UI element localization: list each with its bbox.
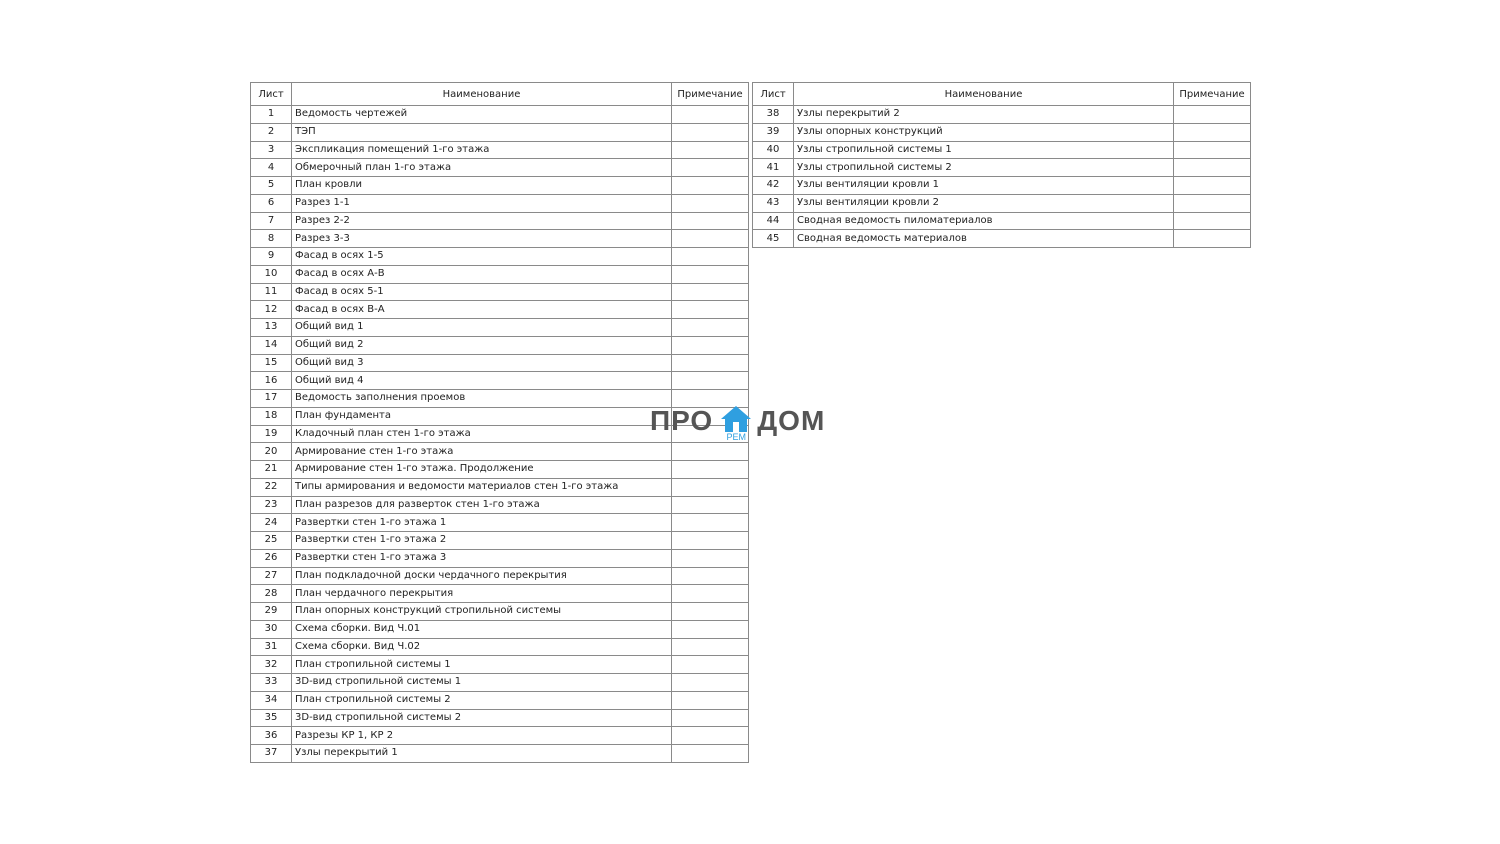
- sheet-name-cell: Разрез 3-3: [292, 230, 672, 248]
- sheet-number-cell: 39: [753, 123, 794, 141]
- sheet-note-cell: [672, 674, 749, 692]
- table-row: [753, 123, 1251, 141]
- table-row: [753, 212, 1251, 230]
- sheet-name-cell: Ведомость чертежей: [292, 106, 672, 124]
- header-sheet: Лист: [251, 83, 292, 106]
- sheet-note-cell: [672, 301, 749, 319]
- sheet-number-cell: 2: [251, 123, 292, 141]
- header-sheet: Лист: [753, 83, 794, 106]
- table-row: [251, 532, 749, 550]
- sheet-name-cell: Развертки стен 1-го этажа 3: [292, 549, 672, 567]
- sheet-number-cell: 30: [251, 620, 292, 638]
- sheet-number-cell: 33: [251, 674, 292, 692]
- sheet-name-cell: Разрезы КР 1, КР 2: [292, 727, 672, 745]
- sheet-note-cell: [672, 230, 749, 248]
- sheet-number-cell: 24: [251, 514, 292, 532]
- table-row: [251, 549, 749, 567]
- table-row: [251, 709, 749, 727]
- sheet-number-cell: 15: [251, 354, 292, 372]
- sheet-number-cell: 5: [251, 177, 292, 195]
- sheet-name-cell: План подкладочной доски чердачного перекрытия: [292, 567, 672, 585]
- sheet-name-cell: Узлы перекрытий 1: [292, 745, 672, 763]
- sheet-number-cell: 20: [251, 443, 292, 461]
- sheet-name-cell: План стропильной системы 1: [292, 656, 672, 674]
- sheet-number-cell: 38: [753, 106, 794, 124]
- sheet-name-cell: Обмерочный план 1-го этажа: [292, 159, 672, 177]
- sheet-note-cell: [672, 745, 749, 763]
- sheet-number-cell: 18: [251, 407, 292, 425]
- sheet-name-cell: Общий вид 1: [292, 319, 672, 337]
- sheet-note-cell: [672, 177, 749, 195]
- sheet-note-cell: [672, 212, 749, 230]
- sheet-name-cell: План опорных конструкций стропильной системы: [292, 603, 672, 621]
- sheet-name-cell: 3D-вид стропильной системы 1: [292, 674, 672, 692]
- sheet-name-cell: Сводная ведомость материалов: [794, 230, 1174, 248]
- sheet-name-cell: План чердачного перекрытия: [292, 585, 672, 603]
- sheet-name-cell: ТЭП: [292, 123, 672, 141]
- sheet-note-cell: [1174, 194, 1251, 212]
- sheet-note-cell: [1174, 141, 1251, 159]
- sheet-note-cell: [672, 620, 749, 638]
- sheet-note-cell: [672, 248, 749, 266]
- table-row: [251, 567, 749, 585]
- sheet-note-cell: [1174, 159, 1251, 177]
- sheet-note-cell: [672, 372, 749, 390]
- sheet-note-cell: [672, 709, 749, 727]
- table-row: [251, 656, 749, 674]
- table-row: [251, 461, 749, 479]
- sheet-note-cell: [672, 496, 749, 514]
- sheet-name-cell: Типы армирования и ведомости материалов стен 1-го этажа: [292, 478, 672, 496]
- sheet-number-cell: 19: [251, 425, 292, 443]
- table-row: [251, 265, 749, 283]
- sheet-note-cell: [672, 461, 749, 479]
- sheet-number-cell: 34: [251, 691, 292, 709]
- table-row: [251, 230, 749, 248]
- table-row: [753, 159, 1251, 177]
- sheet-number-cell: 27: [251, 567, 292, 585]
- table-row: [251, 336, 749, 354]
- table-row: [753, 194, 1251, 212]
- sheet-name-cell: Общий вид 2: [292, 336, 672, 354]
- sheet-name-cell: Фасад в осях 1-5: [292, 248, 672, 266]
- sheet-number-cell: 4: [251, 159, 292, 177]
- sheet-note-cell: [672, 159, 749, 177]
- sheet-note-cell: [1174, 123, 1251, 141]
- sheet-note-cell: [672, 585, 749, 603]
- sheet-name-cell: Узлы вентиляции кровли 2: [794, 194, 1174, 212]
- sheet-number-cell: 42: [753, 177, 794, 195]
- table-row: [251, 177, 749, 195]
- sheet-number-cell: 1: [251, 106, 292, 124]
- header-name: Наименование: [292, 83, 672, 106]
- table-row: [251, 354, 749, 372]
- sheet-name-cell: План разрезов для разверток стен 1-го этажа: [292, 496, 672, 514]
- sheet-name-cell: Узлы стропильной системы 1: [794, 141, 1174, 159]
- table-row: [753, 106, 1251, 124]
- sheet-name-cell: Схема сборки. Вид Ч.02: [292, 638, 672, 656]
- table-row: [251, 141, 749, 159]
- sheet-name-cell: План фундамента: [292, 407, 672, 425]
- sheet-name-cell: Фасад в осях 5-1: [292, 283, 672, 301]
- sheet-note-cell: [672, 106, 749, 124]
- sheet-note-cell: [672, 141, 749, 159]
- table-body-right: [753, 106, 1251, 248]
- table-row: [251, 123, 749, 141]
- sheet-number-cell: 8: [251, 230, 292, 248]
- sheet-note-cell: [672, 478, 749, 496]
- sheet-name-cell: Общий вид 4: [292, 372, 672, 390]
- table-row: [753, 177, 1251, 195]
- sheet-note-cell: [672, 514, 749, 532]
- table-row: [251, 727, 749, 745]
- sheet-name-cell: Общий вид 3: [292, 354, 672, 372]
- header-name: Наименование: [794, 83, 1174, 106]
- sheet-number-cell: 26: [251, 549, 292, 567]
- sheet-number-cell: 6: [251, 194, 292, 212]
- sheet-name-cell: Армирование стен 1-го этажа: [292, 443, 672, 461]
- sheet-note-cell: [672, 691, 749, 709]
- sheet-note-cell: [1174, 106, 1251, 124]
- logo-subtext: РЕМ: [726, 432, 746, 442]
- sheet-number-cell: 3: [251, 141, 292, 159]
- sheet-name-cell: Разрез 1-1: [292, 194, 672, 212]
- sheet-number-cell: 21: [251, 461, 292, 479]
- table-row: [251, 283, 749, 301]
- sheet-number-cell: 23: [251, 496, 292, 514]
- table-row: [753, 141, 1251, 159]
- sheet-name-cell: Узлы опорных конструкций: [794, 123, 1174, 141]
- sheet-name-cell: Схема сборки. Вид Ч.01: [292, 620, 672, 638]
- table-header-row: [251, 83, 749, 106]
- sheet-number-cell: 9: [251, 248, 292, 266]
- table-row: [251, 691, 749, 709]
- table-row: [251, 745, 749, 763]
- table-row: [251, 478, 749, 496]
- table-row: [251, 620, 749, 638]
- sheet-number-cell: 44: [753, 212, 794, 230]
- table-row: [251, 159, 749, 177]
- table-row: [251, 496, 749, 514]
- table-row: [251, 638, 749, 656]
- table-row: [251, 372, 749, 390]
- sheet-note-cell: [672, 336, 749, 354]
- table-row: [251, 106, 749, 124]
- table-row: [251, 514, 749, 532]
- sheet-name-cell: Сводная ведомость пиломатериалов: [794, 212, 1174, 230]
- sheet-note-cell: [1174, 177, 1251, 195]
- sheet-note-cell: [672, 656, 749, 674]
- sheet-name-cell: Кладочный план стен 1-го этажа: [292, 425, 672, 443]
- table-header-row: [753, 83, 1251, 106]
- sheet-number-cell: 10: [251, 265, 292, 283]
- sheet-number-cell: 45: [753, 230, 794, 248]
- sheet-note-cell: [672, 727, 749, 745]
- table-row: [251, 319, 749, 337]
- sheet-name-cell: План стропильной системы 2: [292, 691, 672, 709]
- header-note: Примечание: [672, 83, 749, 106]
- table-row: [251, 674, 749, 692]
- table-row: [251, 194, 749, 212]
- sheet-number-cell: 11: [251, 283, 292, 301]
- sheet-number-cell: 28: [251, 585, 292, 603]
- sheet-name-cell: Фасад в осях В-А: [292, 301, 672, 319]
- sheet-number-cell: 12: [251, 301, 292, 319]
- table-row: [251, 212, 749, 230]
- sheet-number-cell: 14: [251, 336, 292, 354]
- sheet-note-cell: [1174, 212, 1251, 230]
- sheet-number-cell: 31: [251, 638, 292, 656]
- sheet-name-cell: Узлы вентиляции кровли 1: [794, 177, 1174, 195]
- sheet-note-cell: [1174, 230, 1251, 248]
- sheet-name-cell: Армирование стен 1-го этажа. Продолжение: [292, 461, 672, 479]
- sheet-note-cell: [672, 567, 749, 585]
- sheet-name-cell: Разрез 2-2: [292, 212, 672, 230]
- sheet-name-cell: Фасад в осях А-В: [292, 265, 672, 283]
- sheet-number-cell: 40: [753, 141, 794, 159]
- sheet-name-cell: Узлы перекрытий 2: [794, 106, 1174, 124]
- logo-text-right: ДОМ: [757, 405, 826, 436]
- sheet-number-cell: 36: [251, 727, 292, 745]
- sheet-note-cell: [672, 532, 749, 550]
- sheet-name-cell: Ведомость заполнения проемов: [292, 390, 672, 408]
- sheet-number-cell: 13: [251, 319, 292, 337]
- table-row: [251, 301, 749, 319]
- sheet-note-cell: [672, 123, 749, 141]
- sheet-note-cell: [672, 283, 749, 301]
- sheet-number-cell: 29: [251, 603, 292, 621]
- sheet-note-cell: [672, 603, 749, 621]
- sheet-note-cell: [672, 319, 749, 337]
- sheet-note-cell: [672, 354, 749, 372]
- sheet-note-cell: [672, 549, 749, 567]
- drawings-table-right: [752, 82, 1251, 248]
- house-icon: [719, 404, 753, 446]
- logo-text-left: ПРО: [650, 405, 714, 436]
- sheet-number-cell: 17: [251, 390, 292, 408]
- sheet-number-cell: 35: [251, 709, 292, 727]
- sheet-number-cell: 37: [251, 745, 292, 763]
- header-note: Примечание: [1174, 83, 1251, 106]
- table-row: [251, 603, 749, 621]
- sheet-number-cell: 43: [753, 194, 794, 212]
- sheet-name-cell: План кровли: [292, 177, 672, 195]
- sheet-note-cell: [672, 638, 749, 656]
- sheet-number-cell: 25: [251, 532, 292, 550]
- sheet-name-cell: Развертки стен 1-го этажа 2: [292, 532, 672, 550]
- watermark-logo: [650, 404, 850, 446]
- sheet-name-cell: Развертки стен 1-го этажа 1: [292, 514, 672, 532]
- sheet-note-cell: [672, 265, 749, 283]
- sheet-number-cell: 41: [753, 159, 794, 177]
- sheet-number-cell: 7: [251, 212, 292, 230]
- sheet-name-cell: 3D-вид стропильной системы 2: [292, 709, 672, 727]
- sheet-number-cell: 32: [251, 656, 292, 674]
- sheet-name-cell: Экспликация помещений 1-го этажа: [292, 141, 672, 159]
- sheet-number-cell: 22: [251, 478, 292, 496]
- sheet-name-cell: Узлы стропильной системы 2: [794, 159, 1174, 177]
- table-row: [251, 248, 749, 266]
- table-row: [753, 230, 1251, 248]
- sheet-note-cell: [672, 194, 749, 212]
- sheet-number-cell: 16: [251, 372, 292, 390]
- table-row: [251, 585, 749, 603]
